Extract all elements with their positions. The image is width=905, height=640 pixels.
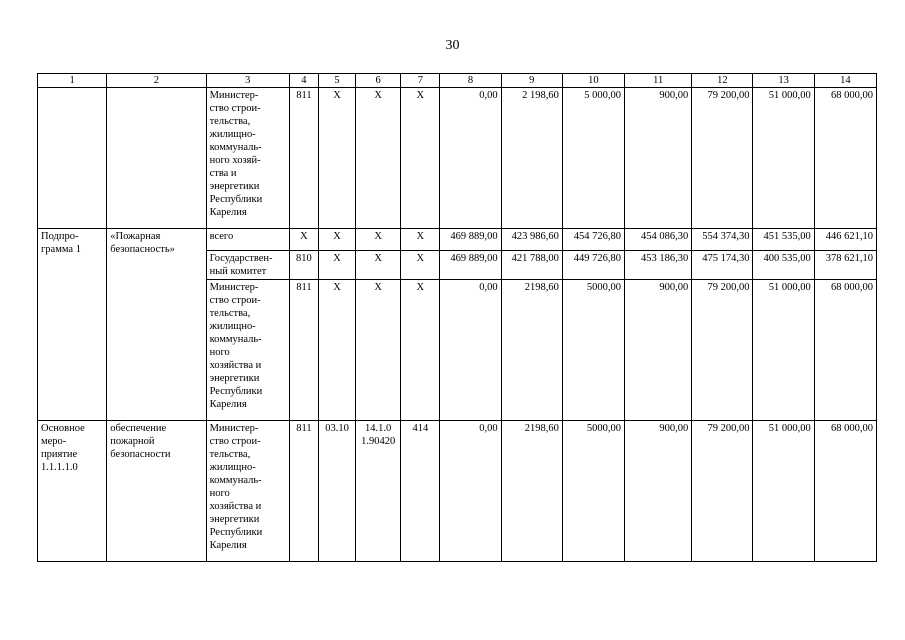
column-header: 12	[692, 74, 753, 88]
column-header: 11	[625, 74, 692, 88]
cell-amount: 0,00	[440, 421, 501, 562]
cell-vr: X	[401, 88, 440, 229]
cell-amount: 900,00	[625, 280, 692, 421]
cell-csr: X	[356, 88, 401, 229]
cell-amount: 5000,00	[562, 280, 624, 421]
cell-code: Подпро- грамма 1	[38, 229, 107, 421]
cell-amount: 51 000,00	[753, 280, 814, 421]
cell-amount: 446 621,10	[814, 229, 876, 251]
cell-rzpr: X	[318, 88, 355, 229]
header-row	[38, 74, 877, 88]
table-row	[38, 421, 877, 562]
column-header: 1	[38, 74, 107, 88]
cell-amount: 5 000,00	[562, 88, 624, 229]
cell-code: Основное меро- приятие 1.1.1.1.0	[38, 421, 107, 562]
cell-csr: 14.1.0 1.90420	[356, 421, 401, 562]
column-header: 7	[401, 74, 440, 88]
cell-amount: 453 186,30	[625, 251, 692, 280]
cell-amount: 400 535,00	[753, 251, 814, 280]
cell-amount: 68 000,00	[814, 280, 876, 421]
cell-amount: 900,00	[625, 421, 692, 562]
cell-amount: 2198,60	[501, 421, 562, 562]
cell-amount: 5000,00	[562, 421, 624, 562]
cell-rzpr: X	[318, 229, 355, 251]
cell-amount: 449 726,80	[562, 251, 624, 280]
cell-title	[107, 88, 206, 229]
table-row	[38, 229, 877, 251]
cell-rzpr: 03.10	[318, 421, 355, 562]
cell-amount: 79 200,00	[692, 421, 753, 562]
column-header: 10	[562, 74, 624, 88]
cell-grbs: 810	[289, 251, 318, 280]
cell-amount: 79 200,00	[692, 88, 753, 229]
cell-amount: 2 198,60	[501, 88, 562, 229]
cell-amount: 68 000,00	[814, 421, 876, 562]
cell-amount: 0,00	[440, 88, 501, 229]
cell-amount: 423 986,60	[501, 229, 562, 251]
cell-amount: 51 000,00	[753, 421, 814, 562]
cell-amount: 79 200,00	[692, 280, 753, 421]
cell-amount: 475 174,30	[692, 251, 753, 280]
budget-table	[37, 73, 877, 562]
cell-amount: 454 086,30	[625, 229, 692, 251]
cell-vr: X	[401, 229, 440, 251]
cell-vr: 414	[401, 421, 440, 562]
column-header: 9	[501, 74, 562, 88]
cell-amount: 451 535,00	[753, 229, 814, 251]
cell-amount: 0,00	[440, 280, 501, 421]
cell-amount: 421 788,00	[501, 251, 562, 280]
cell-amount: 51 000,00	[753, 88, 814, 229]
column-header: 14	[814, 74, 876, 88]
cell-organization: Министер- ство строи- тельства, жилищно- коммуналь- ного хозяйства и энергетики Республики Карелия	[206, 421, 289, 562]
cell-grbs: X	[289, 229, 318, 251]
cell-amount: 554 374,30	[692, 229, 753, 251]
cell-amount: 469 889,00	[440, 251, 501, 280]
cell-vr: X	[401, 251, 440, 280]
column-header: 3	[206, 74, 289, 88]
cell-organization: Министер- ство строи- тельства, жилищно- коммуналь- ного хозяйства и энергетики Республики Карелия	[206, 280, 289, 421]
cell-amount: 454 726,80	[562, 229, 624, 251]
column-header: 6	[356, 74, 401, 88]
page-number: 30	[445, 38, 460, 53]
cell-amount: 469 889,00	[440, 229, 501, 251]
cell-organization: Министер- ство строи- тельства, жилищно- коммуналь- ного хозяй- ства и энергетики Республики Карелия	[206, 88, 289, 229]
column-header: 13	[753, 74, 814, 88]
cell-code	[38, 88, 107, 229]
cell-rzpr: X	[318, 251, 355, 280]
cell-amount: 2198,60	[501, 280, 562, 421]
cell-grbs: 811	[289, 421, 318, 562]
cell-grbs: 811	[289, 88, 318, 229]
cell-csr: X	[356, 229, 401, 251]
cell-vr: X	[401, 280, 440, 421]
cell-title: обеспечение пожарной безопасности	[107, 421, 206, 562]
column-header: 5	[318, 74, 355, 88]
column-header: 4	[289, 74, 318, 88]
cell-grbs: 811	[289, 280, 318, 421]
cell-rzpr: X	[318, 280, 355, 421]
cell-title: «Пожарная безопасность»	[107, 229, 206, 421]
cell-csr: X	[356, 280, 401, 421]
table-row	[38, 88, 877, 229]
column-header: 8	[440, 74, 501, 88]
cell-organization: всего	[206, 229, 289, 251]
cell-organization: Государствен- ный комитет	[206, 251, 289, 280]
column-header: 2	[107, 74, 206, 88]
cell-amount: 68 000,00	[814, 88, 876, 229]
cell-amount: 900,00	[625, 88, 692, 229]
cell-amount: 378 621,10	[814, 251, 876, 280]
cell-csr: X	[356, 251, 401, 280]
